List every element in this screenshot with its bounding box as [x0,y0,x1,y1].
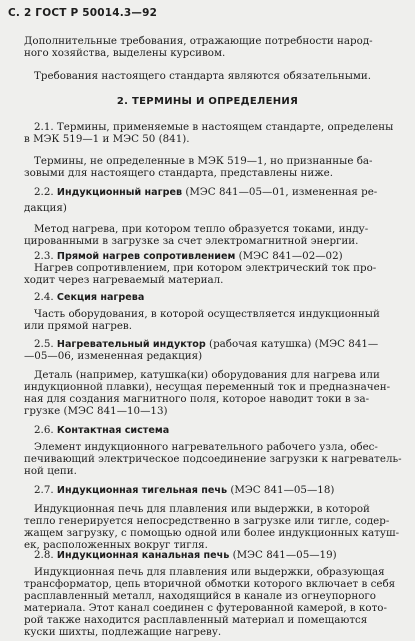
line-text: Деталь (например, катушка(ки) оборудования для нагрева или [34,369,380,381]
line-text: (рабочая катушка) (МЭС 841— [209,338,379,350]
clause-number: 2.2. [34,186,57,198]
body-line [24,320,132,332]
body-line [24,527,399,539]
body-line [34,223,368,235]
line-text: ходит через нагреваемый материал. [24,274,224,286]
term-line [34,186,377,199]
body-line [24,465,77,477]
line-text: ек, расположенных вокруг тигля. [24,539,208,551]
line-text: —05—06, измененная редакция) [24,350,203,362]
line-text: индукционной плавки), несущая переменный ток и предназначен- [24,381,391,393]
line-text: Индукционная печь для плавления или выдержки, в которой [34,503,370,515]
line-text: зовыми для настоящего стандарта, представлены ниже. [24,167,334,179]
term-line [34,424,169,437]
term-line [34,291,144,304]
intro-line: ного хозяйства, выделены курсивом. [24,47,226,59]
body-line [34,503,370,515]
term-name: Нагревательный индуктор [56,339,206,350]
line-text: Метод нагрева, при котором тепло образуется токами, инду- [34,223,369,235]
term-name: Контактная система [56,425,170,436]
clause-number: 2.8. [34,549,57,561]
clause-number: 2.3. [34,250,57,262]
body-line [34,308,380,320]
line-text: трансформатор, цепь вторичной обмотки которого включает в себя [24,578,396,590]
term-name: Индукционная тигельная печь [56,485,228,496]
body-line [24,626,221,638]
body-line [24,590,376,602]
term-name: Индукционная канальная печь [56,550,230,561]
body-line [34,155,373,167]
body-line [24,578,395,590]
body-line [34,566,385,578]
clause-number: 2.6. [34,424,57,436]
intro-line: Требования настоящего стандарта являются обязательными. [34,70,372,82]
line-text: (МЭС 841—05—01, измененная ре- [185,186,378,198]
line-text: тепло генерируется непосредственно в загрузке или тигле, содер- [24,515,390,527]
line-text: ная для создания магнитного поля, которое наводит токи в за- [24,393,370,405]
clause-number: 2.4. [34,291,57,303]
line-text: печивающий электрическое подсоединение загрузки к нагреватель- [24,453,402,465]
term-name: Секция нагрева [56,292,145,303]
body-line [34,262,376,274]
body-line [24,405,168,417]
body-line [24,274,223,286]
line-text: грузке (МЭС 841—10—13) [24,405,168,417]
line-text: (МЭС 841—02—02) [238,250,343,262]
body-line [24,602,387,614]
line-text: в МЭК 519—1 и МЭС 50 (841). [24,133,190,145]
term-line [34,549,337,562]
line-text: Термины, не определенные в МЭК 519—1, но признанные ба- [34,155,373,167]
body-line [24,133,190,145]
body-line [24,235,358,247]
line-text: ной цепи. [24,465,77,477]
line-text: Элемент индукционного нагревательного рабочего узла, обес- [34,441,378,453]
body-line [34,441,378,453]
term-name: Прямой нагрев сопротивлением [56,251,236,262]
line-text: материала. Этот канал соединен с футерованной камерой, в кото- [24,602,387,614]
line-text: жащем загрузку, с помощью одной или более индукционных катуш- [24,527,400,539]
line-text: или прямой нагрев. [24,320,132,332]
body-line [24,614,367,626]
clause-number: 2.5. [34,338,57,350]
line-text: Нагрев сопротивлением, при котором электрический ток про- [34,262,377,274]
body-line [34,369,380,381]
line-text: рой также находится расплавленный материал и помещаются [24,614,368,626]
line-text: Индукционная печь для плавления или выдержки, образующая [34,566,385,578]
page-header: С. 2 ГОСТ Р 50014.3—92 [8,7,158,19]
body-line [24,202,67,214]
body-line [24,515,389,527]
term-line [34,484,334,497]
clause-number: 2.7. [34,484,57,496]
line-text: (МЭС 841—05—18) [230,484,335,496]
line-text: (МЭС 841—05—19) [232,549,337,561]
line-text: Часть оборудования, в которой осуществляется индукционный [34,308,380,320]
body-line [24,393,369,405]
body-line [24,381,390,393]
line-text: 2.1. Термины, применяемые в настоящем стандарте, определены [34,121,394,133]
line-text: куски шихты, подлежащие нагреву. [24,626,222,638]
line-text: дакция) [24,202,67,214]
body-line [24,453,402,465]
body-line [24,350,202,362]
body-line [34,121,393,133]
line-text: расплавленный металл, находящийся в канале из огнеупорного [24,590,376,602]
term-name: Индукционный нагрев [56,187,183,198]
line-text: цированными в загрузке за счет электромагнитной энергии. [24,235,359,247]
body-line [24,167,333,179]
intro-line: Дополнительные требования, отражающие потребности народ- [24,35,373,47]
section-title: 2. ТЕРМИНЫ И ОПРЕДЕЛЕНИЯ [116,96,299,107]
